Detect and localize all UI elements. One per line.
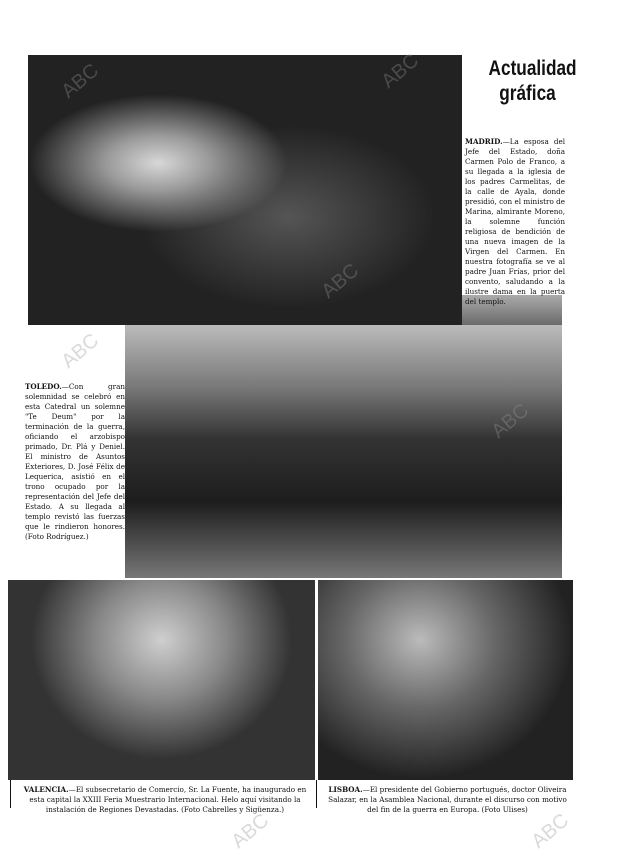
section-title-line1: Actualidad xyxy=(488,57,577,80)
watermark-logo: ABC xyxy=(57,59,104,103)
watermark-logo: ABC xyxy=(487,399,534,443)
section-title-line2: gráfica xyxy=(499,82,556,105)
watermark-logo: ABC xyxy=(57,329,104,373)
watermark-logo: ABC xyxy=(227,809,274,853)
caption-text: —Con gran solemnidad se celebró en esta Catedral un solemne "Te Deum" por la terminación de la guerra, oficiando el arzobispo primado, Dr. Plá y Deniel. El ministro de Asuntos Exteriores, D. José Félix de Lequerica, asistió en el trono ocupado por la representación del Jefe del Estado. A su llegada al templo revistó las fuerzas que le rindieron honores. (Foto Rodríguez.) xyxy=(25,382,125,541)
watermark-logo: ABC xyxy=(527,809,574,853)
column-rule xyxy=(316,780,317,808)
column-rule xyxy=(10,780,11,808)
watermark-logo: ABC xyxy=(377,49,424,93)
caption-text: —La esposa del Jefe del Estado, doña Carmen Polo de Franco, a su llegada a la iglesia de los padres Carmelitas, de la calle de Ayala, donde presidió, con el ministro de Marina, almirante Moreno, la solemne función religiosa de bendición de una nueva imagen de la Virgen del Carmen. En nuestra fotografía se ve al padre Juan Frías, prior del convento, saludando a la ilustre dama en la puerta del templo. xyxy=(465,137,565,306)
caption-valencia xyxy=(20,785,310,815)
watermark-logo: ABC xyxy=(317,259,364,303)
caption-toledo xyxy=(25,382,125,542)
photo-valencia-fair xyxy=(8,580,315,780)
caption-place: TOLEDO. xyxy=(25,382,62,391)
caption-text: —El subsecretario de Comercio, Sr. La Fuente, ha inaugurado en esta capital la XXIII Feria Muestrario Internacional. Helo aquí visitando la instalación de Regiones Devastadas. (Foto Cabrelles y Sigüenza.) xyxy=(29,785,307,814)
caption-madrid xyxy=(465,137,565,307)
photo-toledo-cathedral xyxy=(125,325,562,578)
caption-place: VALENCIA. xyxy=(23,785,69,794)
photo-madrid-church-arrival xyxy=(28,55,462,325)
photo-lisbon-assembly xyxy=(318,580,573,780)
section-title xyxy=(488,56,577,106)
caption-place: MADRID. xyxy=(465,137,503,146)
caption-text: —El presidente del Gobierno portugués, doctor Oliveira Salazar, en la Asamblea Nacional, durante el discurso con motivo del fin de la guerra en Europa. (Foto Ulises) xyxy=(328,785,567,814)
caption-place: LISBOA. xyxy=(328,785,363,794)
caption-lisboa xyxy=(325,785,570,815)
